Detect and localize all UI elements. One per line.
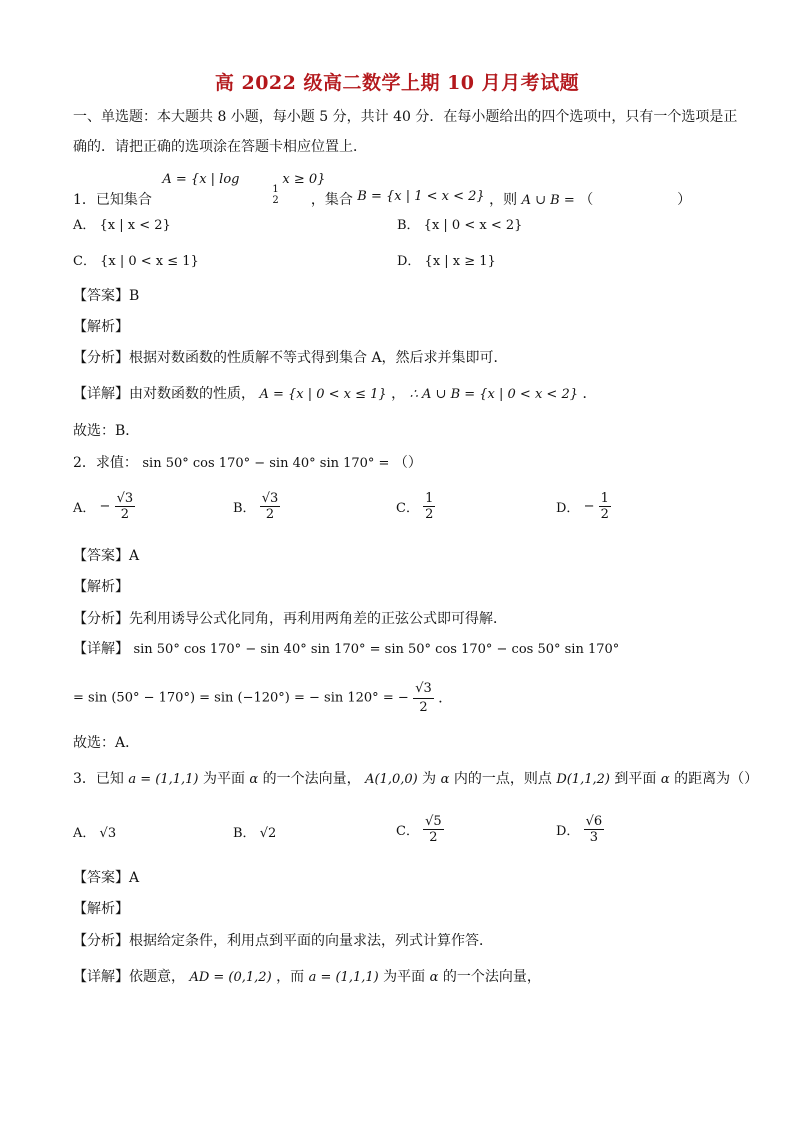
q2-xiangjie — [73, 640, 619, 659]
q2-xiangjie-text: 【详解】 — [73, 641, 129, 657]
q2-fenxi: 【分析】先利用诱导公式化同角，再利用两角差的正弦公式即可得解． — [73, 611, 507, 627]
q3-xiangjie-text-c: 为平面 — [383, 969, 426, 985]
q2-stem-text: 2．求值： — [73, 455, 138, 471]
q2-option-c-fraction — [423, 491, 435, 522]
q2-option-d — [556, 491, 611, 522]
q1-set-a — [156, 172, 326, 206]
q3-stem-text-a: 3．已知 — [73, 771, 124, 787]
q2-option-a-num: √3 — [116, 491, 134, 506]
q3-option-c-den: 2 — [423, 829, 444, 845]
q2-option-d-sign: − — [583, 499, 595, 514]
q2-derivation-period: ． — [438, 690, 453, 707]
q3-option-b-value: √2 — [259, 826, 277, 841]
q1-stem — [73, 172, 692, 210]
q2-option-a — [73, 491, 135, 522]
q1-guxuan: 故选：B． — [73, 423, 140, 439]
q2-xiangjie-expr: sin 50° cos 170° − sin 40° sin 170° = sin 50° cos 170° − cos 50° sin 170° — [133, 642, 620, 657]
q2-guxuan: 故选：A． — [73, 735, 140, 751]
q3-fenxi: 【分析】根据给定条件，利用点到平面的向量求法，列式计算作答． — [73, 933, 493, 949]
q3-stem-text-d: 为 — [422, 771, 437, 787]
q3-stem-text-g: 的距离为（） — [674, 771, 759, 787]
q2-derivation-line — [73, 680, 452, 717]
q2-derivation-expr: = sin (50° − 170°) = sin (−120°) = − sin 120° = − — [73, 690, 409, 706]
q2-option-d-fraction — [599, 491, 611, 522]
q1-set-a-expr: A = {x | log — [162, 172, 240, 187]
q3-option-a — [73, 822, 116, 841]
q3-option-b-label: B． — [233, 826, 256, 841]
q2-option-c-den: 2 — [425, 507, 434, 522]
q3-option-d-num: √6 — [585, 814, 603, 829]
q3-point-a: A(1,0,0) — [365, 772, 418, 787]
q3-stem-text-e: 内的一点，则点 — [453, 771, 552, 787]
q2-derivation-num: √3 — [415, 681, 432, 696]
q3-point-d: D(1,1,2) — [556, 772, 610, 787]
q2-expression: sin 50° cos 170° − sin 40° sin 170° = — [142, 456, 390, 471]
q3-analysis-heading: 【解析】 — [73, 901, 129, 917]
q2-option-c — [396, 491, 435, 522]
q1-xiangjie-set-a: A = {x | 0 < x ≤ 1} — [259, 387, 387, 402]
q3-option-a-label: A． — [73, 826, 96, 841]
section-instructions-line1: 一、单选题：本大题共 8 小题，每小题 5 分，共计 40 分．在每小题给出的四个选项中，只有一个选项是正 — [73, 109, 738, 125]
q1-analysis-heading: 【解析】 — [73, 319, 129, 335]
q1-union: A ∪ B = — [521, 193, 575, 208]
q2-option-a-sign: − — [99, 499, 111, 514]
q2-option-d-num: 1 — [600, 491, 609, 506]
q3-stem-text-c: 的一个法向量， — [262, 771, 361, 787]
q1-xiangjie-comma: ， — [391, 386, 406, 402]
q1-option-c: C． {x | 0 < x ≤ 1} — [73, 254, 199, 269]
q1-xiangjie — [73, 385, 596, 404]
q3-option-d-den: 3 — [584, 829, 605, 845]
q1-xiangjie-period: ． — [582, 386, 597, 402]
q3-xiangjie-text-b: ，而 — [276, 969, 305, 985]
q3-answer: 【答案】A — [73, 870, 140, 886]
q1-answer: 【答案】B — [73, 288, 140, 304]
q1-stem-text-c: ，则 — [489, 192, 518, 208]
q2-option-b-den: 2 — [260, 506, 281, 522]
q2-option-a-label: A． — [73, 501, 96, 516]
q1-answer-blank: （ ） — [579, 192, 692, 208]
q1-option-a: A． {x | x < 2} — [73, 218, 171, 233]
q2-option-b-fraction — [260, 491, 281, 522]
q2-option-b — [233, 491, 280, 522]
q2-option-a-den: 2 — [115, 506, 136, 522]
q2-derivation-den: 2 — [413, 698, 434, 717]
q1-log-base-den: 2 — [272, 195, 279, 206]
q2-option-c-num: 1 — [425, 491, 434, 506]
q3-option-c — [396, 814, 444, 845]
q2-derivation-fraction — [413, 680, 434, 717]
q1-xiangjie-union: ∴ A ∪ B = {x | 0 < x < 2} — [409, 387, 578, 402]
q1-set-b: B = {x | 1 < x < 2} — [357, 189, 485, 204]
q3-alpha-2: α — [440, 772, 450, 787]
q3-alpha-3: α — [660, 772, 670, 787]
q2-option-d-label: D． — [556, 501, 580, 516]
q3-vector-a-2: a = (1,1,1) — [308, 970, 379, 985]
q2-stem — [73, 454, 422, 473]
q1-stem-text-b: ，集合 — [310, 192, 353, 208]
q1-set-a-tail: x ≥ 0} — [282, 172, 326, 187]
q3-xiangjie-text-a: 【详解】依题意， — [73, 969, 185, 985]
q3-stem-text-f: 到平面 — [614, 771, 657, 787]
page-title: 高 2022 级高二数学上期 10 月月考试题 — [214, 72, 580, 94]
q1-fenxi: 【分析】根据对数函数的性质解不等式得到集合 A，然后求并集即可． — [73, 350, 508, 366]
q2-option-b-num: √3 — [261, 491, 279, 506]
q3-xiangjie-text-d: 的一个法向量， — [442, 969, 541, 985]
q3-option-b — [233, 822, 276, 841]
q2-answer-blank: （） — [393, 455, 422, 471]
q1-log-base-num: 1 — [272, 184, 279, 195]
q2-answer: 【答案】A — [73, 548, 140, 564]
q3-option-d — [556, 814, 604, 845]
q3-option-d-fraction — [584, 814, 605, 845]
q2-option-c-label: C． — [396, 501, 419, 516]
q1-option-b: B． {x | 0 < x < 2} — [397, 218, 523, 233]
q3-option-c-label: C． — [396, 824, 419, 839]
q3-vector-ad: AD = (0,1,2) — [189, 970, 272, 985]
q3-option-c-num: √5 — [425, 814, 442, 829]
q3-alpha: α — [249, 772, 259, 787]
q3-vector-a: a = (1,1,1) — [128, 772, 199, 787]
q2-option-a-fraction — [115, 491, 136, 522]
section-instructions-line2: 确的．请把正确的选项涂在答题卡相应位置上． — [73, 139, 367, 155]
q3-option-c-fraction — [423, 814, 444, 845]
q2-option-d-den: 2 — [600, 507, 609, 522]
q3-stem-text-b: 为平面 — [202, 771, 245, 787]
q3-alpha-4: α — [429, 970, 439, 985]
q3-option-d-label: D． — [556, 824, 580, 839]
q2-analysis-heading: 【解析】 — [73, 579, 129, 595]
q2-option-b-label: B． — [233, 501, 256, 516]
q3-option-a-value: √3 — [99, 826, 117, 841]
q1-xiangjie-text: 【详解】由对数函数的性质， — [73, 386, 255, 402]
q3-xiangjie — [73, 968, 541, 987]
q1-option-d: D． {x | x ≥ 1} — [397, 254, 496, 269]
q1-stem-text: 1．已知集合 — [73, 192, 152, 208]
q3-stem — [73, 770, 758, 789]
